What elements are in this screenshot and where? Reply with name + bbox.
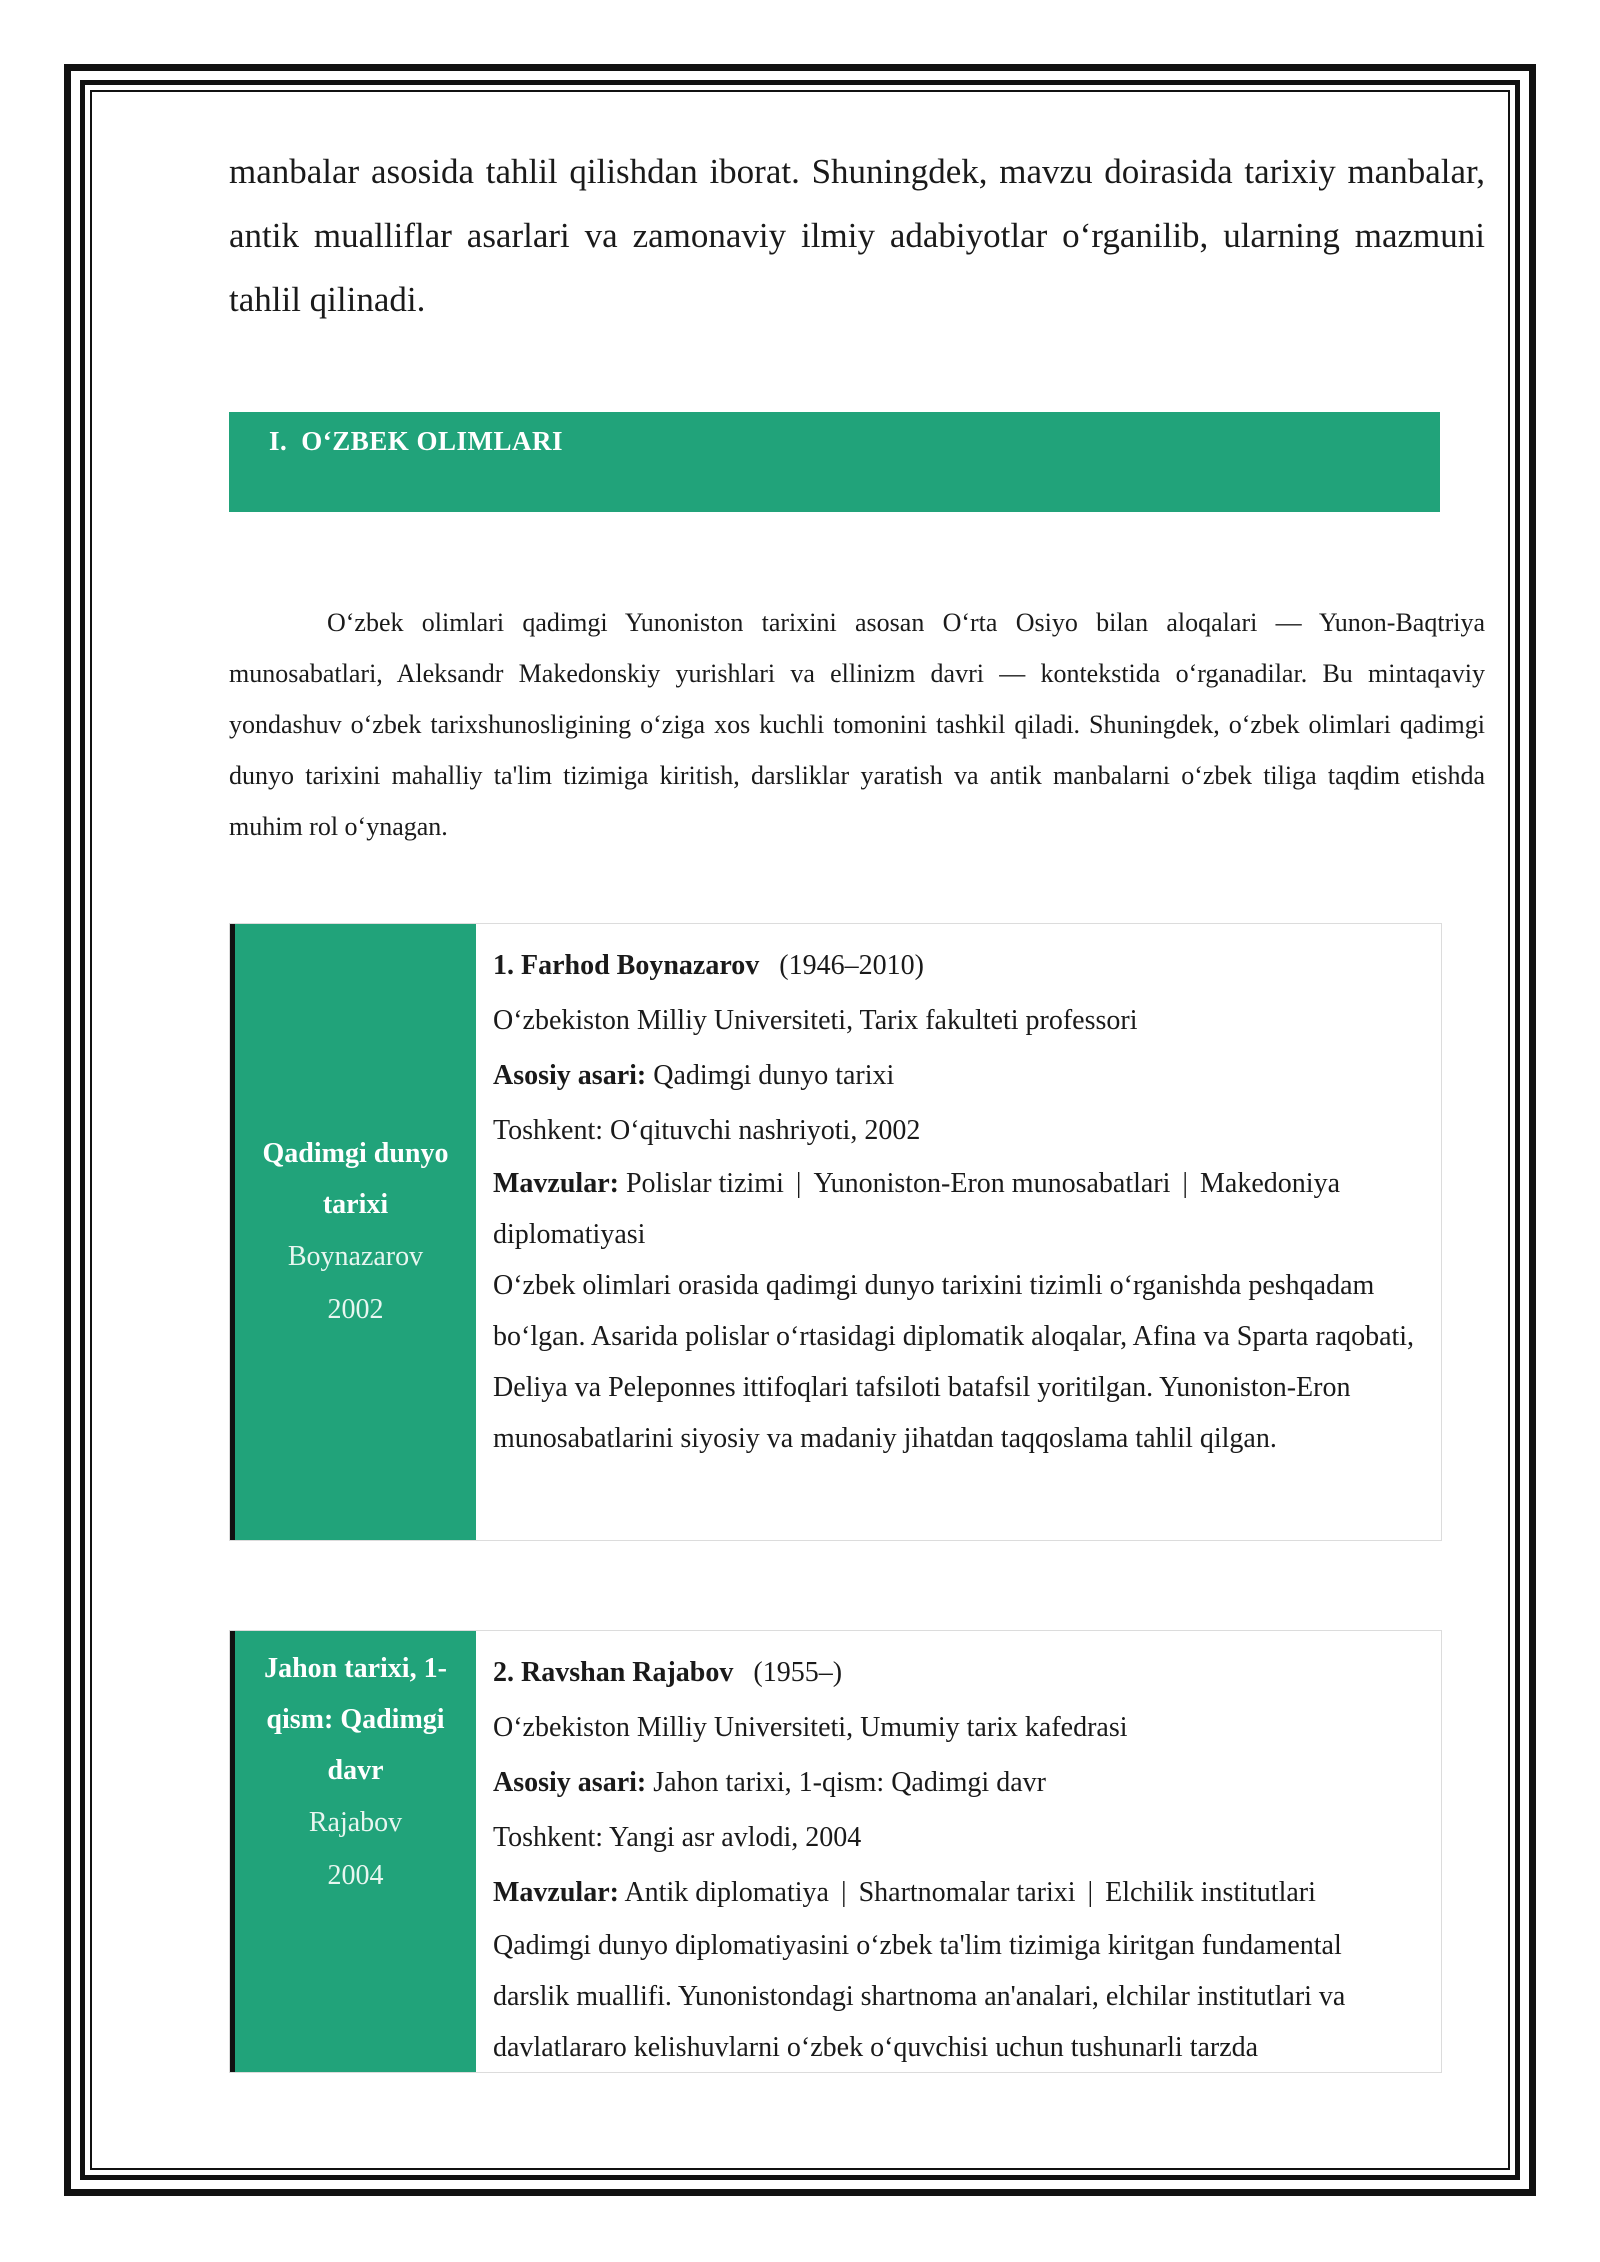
section-header xyxy=(229,412,1440,512)
card-sidebar xyxy=(230,924,476,1540)
scholar-description: Oʻzbek olimlari orasida qadimgi dunyo tarixini tizimli oʻrganishda peshqadam boʻlgan. Asarida polislar oʻrtasidagi diplomatik aloqalar, Afina va Sparta raqobati, Deliya va Peleponnes ittifoqlari tafsiloti batafsil yoritilgan. Yunoniston-Eron munosabatlarini siyosiy va madaniy jihatdan taqqoslama tahlil qilgan. xyxy=(493,1270,1415,1454)
topics-label: Mavzular: xyxy=(493,1877,619,1908)
scholar-description: Qadimgi dunyo diplomatiyasini oʻzbek ta'lim tizimiga kiritgan fundamental darslik muallifi. Yunonistondagi shartnoma an'analari, elchilar institutlari va davlatlararo kelishuvlarni oʻzbek oʻquvchisi uchun tushunarli tarzda xyxy=(493,1930,1346,2063)
scholar-heading xyxy=(493,938,1421,993)
works-label: Asosiy asari: xyxy=(493,1767,647,1798)
topic-separator: | xyxy=(840,1877,847,1908)
sidebar-author: Boynazarov xyxy=(287,1241,424,1272)
scholar-name: 1. Farhod Boynazarov xyxy=(493,950,760,981)
scholar-work: Jahon tarixi, 1-qism: Qadimgi davr xyxy=(653,1767,1046,1798)
scholar-years: (1946–2010) xyxy=(779,950,924,981)
scholar-topics-line xyxy=(493,1865,1421,1920)
scholar-name: 2. Ravshan Rajabov xyxy=(493,1657,734,1688)
sidebar-author: Rajabov xyxy=(308,1807,403,1838)
works-label: Asosiy asari: xyxy=(493,1060,647,1091)
scholar-topics-line xyxy=(493,1158,1421,1260)
scholar-publisher: Toshkent: Oʻqituvchi nashriyoti, 2002 xyxy=(493,1115,921,1146)
section-title: OʻZBEK OLIMLARI xyxy=(301,426,564,456)
card-sidebar xyxy=(230,1631,476,2072)
topic-item: Makedoniya diplomatiyasi xyxy=(493,1168,1340,1250)
scholar-position: Oʻzbekiston Milliy Universiteti, Umumiy tarix kafedrasi xyxy=(493,1712,1128,1743)
sidebar-book-title: Qadimgi dunyo tarixi xyxy=(262,1138,449,1220)
scholar-work-line xyxy=(493,1048,1421,1103)
topic-item: Yunoniston-Eron munosabatlari xyxy=(813,1168,1171,1199)
scholar-work: Qadimgi dunyo tarixi xyxy=(653,1060,895,1091)
sidebar-year: 2004 xyxy=(327,1860,384,1891)
section-paragraph: Oʻzbek olimlari qadimgi Yunoniston tarixini asosan Oʻrta Osiyo bilan aloqalari — Yunon-Baqtriya munosabatlari, Aleksandr Makedonskiy yurishlari va ellinizm davri — kontekstida oʻrganadilar. Bu mintaqaviy yondashuv oʻzbek tarixshunosligining oʻziga xos kuchli tomonini tashkil qiladi. Shuningdek, oʻzbek olimlari qadimgi dunyo tarixini mahalliy ta'lim tizimiga kiritish, darsliklar yaratish va antik manbalarni oʻzbek tiliga taqdim etishda muhim rol oʻynagan. xyxy=(229,608,1485,841)
card-body xyxy=(476,1631,1441,2072)
topic-item: Antik diplomatiya xyxy=(624,1877,829,1908)
scholar-years: (1955–) xyxy=(753,1657,843,1688)
scholar-card xyxy=(229,1630,1442,2073)
topic-item: Shartnomalar tarixi xyxy=(858,1877,1076,1908)
topic-item: Polislar tizimi xyxy=(625,1168,784,1199)
topics-label: Mavzular: xyxy=(493,1168,619,1199)
section-number: I. xyxy=(269,426,288,456)
topic-item: Elchilik institutlari xyxy=(1105,1877,1316,1908)
card-body xyxy=(476,924,1441,1540)
scholar-heading xyxy=(493,1645,1421,1700)
topic-separator: | xyxy=(1087,1877,1094,1908)
scholar-card xyxy=(229,923,1442,1541)
page-content xyxy=(229,140,1485,878)
scholar-work-line xyxy=(493,1755,1421,1810)
intro-paragraph: manbalar asosida tahlil qilishdan iborat. Shuningdek, mavzu doirasida tarixiy manbalar, antik mualliflar asarlari va zamonaviy ilmiy adabiyotlar oʻrganilib, ularning mazmuni tahlil qilinadi. xyxy=(229,152,1485,319)
sidebar-book-title: Jahon tarixi, 1-qism: Qadimgi davr xyxy=(264,1653,447,1786)
scholar-publisher: Toshkent: Yangi asr avlodi, 2004 xyxy=(493,1822,862,1853)
scholar-position: Oʻzbekiston Milliy Universiteti, Tarix fakulteti professori xyxy=(493,1005,1138,1036)
sidebar-year: 2002 xyxy=(327,1294,384,1325)
topic-separator: | xyxy=(1182,1168,1189,1199)
topic-separator: | xyxy=(795,1168,802,1199)
